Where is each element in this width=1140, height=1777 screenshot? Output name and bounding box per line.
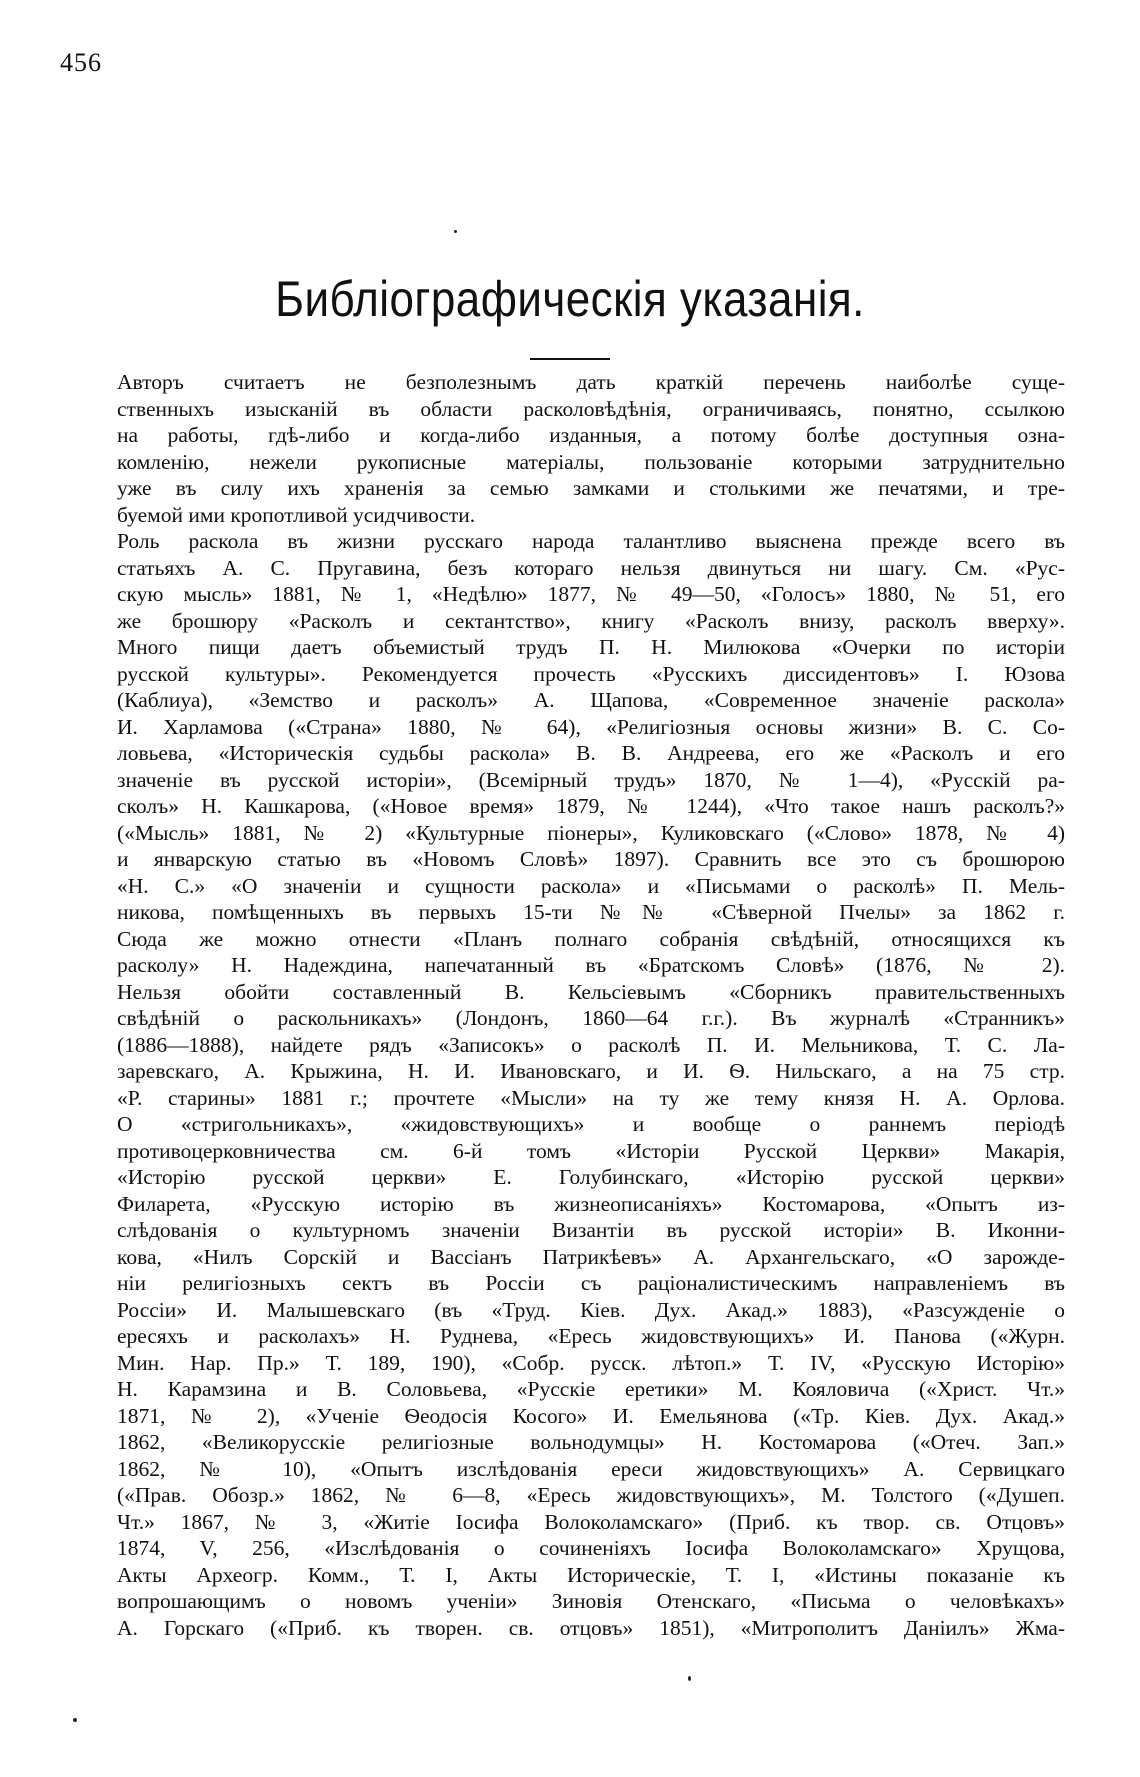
text-line: статьяхъ А. С. Пругавина, безъ котораго нельзя двинуться ни шагу. См. «Рус- [117, 555, 1065, 580]
text-line: «Исторію русской церкви» Е. Голубинскаго, «Исторію русской церкви» [117, 1165, 1065, 1189]
text-line: ственныхъ изысканій въ области расколовѣдѣнія, ограничиваясь, понятно, ссылкою [117, 396, 1065, 421]
text-line: Много пищи даетъ объемистый трудъ П. Н. Милюкова «Очерки по исторіи [117, 635, 1065, 659]
text-line: русской культуры». Рекомендуется прочесть «Русскихъ диссидентовъ» І. Юзова [117, 661, 1065, 686]
text-line: А. Горскаго («Приб. къ творен. св. отцовъ» 1851), «Митрополитъ Даніилъ» Жма- [117, 1615, 1065, 1640]
text-line: О «стригольникахъ», «жидовствующихъ» и вообще о раннемъ періодѣ [117, 1112, 1065, 1136]
text-line: Россіи» И. Малышевскаго (въ «Труд. Кіев. Дух. Акад.» 1883), «Разсужденіе о [117, 1297, 1065, 1322]
text-line: ересяхъ и расколахъ» Н. Руднева, «Ересь жидовствующихъ» И. Панова («Журн. [117, 1324, 1065, 1348]
text-line: противоцерковничества см. 6-й томъ «Исторіи Русской Церкви» Макарія, [117, 1138, 1065, 1163]
page-number: 456 [60, 48, 102, 77]
text-line: расколу» Н. Надеждина, напечатанный въ «Братскомъ Словѣ» (1876, № 2). [117, 953, 1065, 977]
text-line: Акты Археогр. Комм., Т. I, Акты Историческіе, Т. I, «Истины показаніе къ [117, 1562, 1065, 1587]
text-line: Филарета, «Русскую исторію въ жизнеописаніяхъ» Костомарова, «Опытъ из- [117, 1191, 1065, 1216]
text-line: Мин. Нар. Пр.» Т. 189, 190), «Собр. русск. лѣтоп.» Т. IV, «Русскую Исторію» [117, 1350, 1065, 1375]
text-line: (1886—1888), найдете рядъ «Записокъ» о расколѣ П. И. Мельникова, Т. С. Ла- [117, 1032, 1065, 1057]
text-line: сколъ» Н. Кашкарова, («Новое время» 1879, № 1244), «Что такое нашъ расколъ?» [117, 794, 1065, 818]
page-title: Библіографическія указанія. [275, 271, 865, 327]
text-line: значеніе въ русской исторіи», (Всемірный трудъ» 1870, № 1—4), «Русскій ра- [117, 767, 1065, 792]
text-line: И. Харламова («Страна» 1880, № 64), «Религіозныя основы жизни» В. С. Со- [117, 714, 1065, 739]
text-line: («Мысль» 1881, № 2) «Культурные піонеры», Куликовскаго («Слово» 1878, № 4) [117, 820, 1065, 845]
text-line: ловьева, «Историческія судьбы раскола» В. В. Андреева, его же «Расколъ и его [117, 741, 1065, 765]
text-line: Чт.» 1867, № 3, «Житіе Іосифа Волоколамскаго» (Приб. къ твор. св. Отцовъ» [117, 1509, 1065, 1534]
text-line: 1871, № 2), «Ученіе Ѳеодосія Косого» И. Емельянова («Тр. Кіев. Дух. Акад.» [117, 1403, 1065, 1428]
text-line: Сюда же можно отнести «Планъ полнаго собранія свѣдѣній, относящихся къ [117, 926, 1065, 951]
text-line: («Прав. Обозр.» 1862, № 6—8, «Ересь жидовствующихъ», М. Толстого («Душеп. [117, 1483, 1065, 1507]
text-line: уже въ силу ихъ храненія за семью замками и столькими же печатями, и тре- [117, 476, 1065, 500]
print-speck [73, 1718, 77, 1722]
text-line: слѣдованія о культурномъ значеніи Византіи въ русской исторіи» В. Иконни- [117, 1218, 1065, 1242]
bibliography-text [117, 369, 1065, 1641]
text-line: 1874, V, 256, «Изслѣдованія о сочиненіяхъ Іосифа Волоколамскаго» Хрущова, [117, 1536, 1065, 1560]
text-line: вопрошающимъ о новомъ ученіи» Зиновія Отенскаго, «Письма о человѣкахъ» [117, 1589, 1065, 1613]
text-line: Авторъ считаетъ не безполезнымъ дать краткій перечень наиболѣе суще- [117, 370, 1065, 394]
text-line: 1862, № 10), «Опытъ изслѣдованія ереси жидовствующихъ» А. Сервицкаго [117, 1456, 1065, 1481]
text-line: буемой ими кропотливой усидчивости. [117, 502, 476, 527]
text-line: Нельзя обойти составленный В. Кельсіевымъ «Сборникъ правительственныхъ [117, 979, 1065, 1004]
text-line: же брошюру «Расколъ и сектантство», книгу «Расколъ внизу, расколъ вверху». [117, 608, 1065, 633]
text-line: свѣдѣній о раскольникахъ» (Лондонъ, 1860—64 г.г.). Въ журналѣ «Странникъ» [117, 1006, 1065, 1030]
print-speck [454, 230, 457, 233]
text-line: ніи религіозныхъ сектъ въ Россіи съ раціоналистическимъ направленіемъ въ [117, 1271, 1065, 1295]
print-speck [688, 1676, 691, 1681]
text-line: заревскаго, А. Крыжина, Н. И. Ивановскаго, и И. Ѳ. Нильскаго, а на 75 стр. [117, 1059, 1065, 1083]
text-line: 1862, «Великорусскіе религіозные вольнодумцы» Н. Костомарова («Отеч. Зап.» [117, 1430, 1065, 1454]
text-line: никова, помѣщенныхъ въ первыхъ 15-ти №№ «Сѣверной Пчелы» за 1862 г. [117, 900, 1065, 924]
text-line: скую мысль» 1881, № 1, «Недѣлю» 1877, № 49—50, «Голосъ» 1880, № 51, его [117, 582, 1065, 606]
text-line: (Каблиуа), «Земство и расколъ» А. Щапова, «Современное значеніе раскола» [117, 688, 1065, 712]
text-line: кова, «Нилъ Сорскій и Вассіанъ Патрикѣевъ» А. Архангельскаго, «О зарожде- [117, 1244, 1065, 1269]
title-divider [530, 358, 610, 360]
text-line: на работы, гдѣ-либо и когда-либо изданныя, а потому болѣе доступныя озна- [117, 423, 1065, 447]
text-line: комленію, нежели рукописные матеріалы, пользованіе которыми затруднительно [117, 449, 1065, 474]
text-line: «Н. С.» «О значеніи и сущности раскола» и «Письмами о расколѣ» П. Мель- [117, 873, 1065, 898]
text-line: и январскую статью въ «Новомъ Словѣ» 1897). Сравнить все это съ брошюрою [117, 847, 1065, 871]
text-line: Роль раскола въ жизни русскаго народа талантливо выяснена прежде всего въ [117, 529, 1065, 553]
text-line: «Р. старины» 1881 г.; прочтете «Мысли» на ту же тему князя Н. А. Орлова. [117, 1085, 1065, 1110]
text-line: Н. Карамзина и В. Соловьева, «Русскіе еретики» М. Кояловича («Христ. Чт.» [117, 1377, 1065, 1401]
